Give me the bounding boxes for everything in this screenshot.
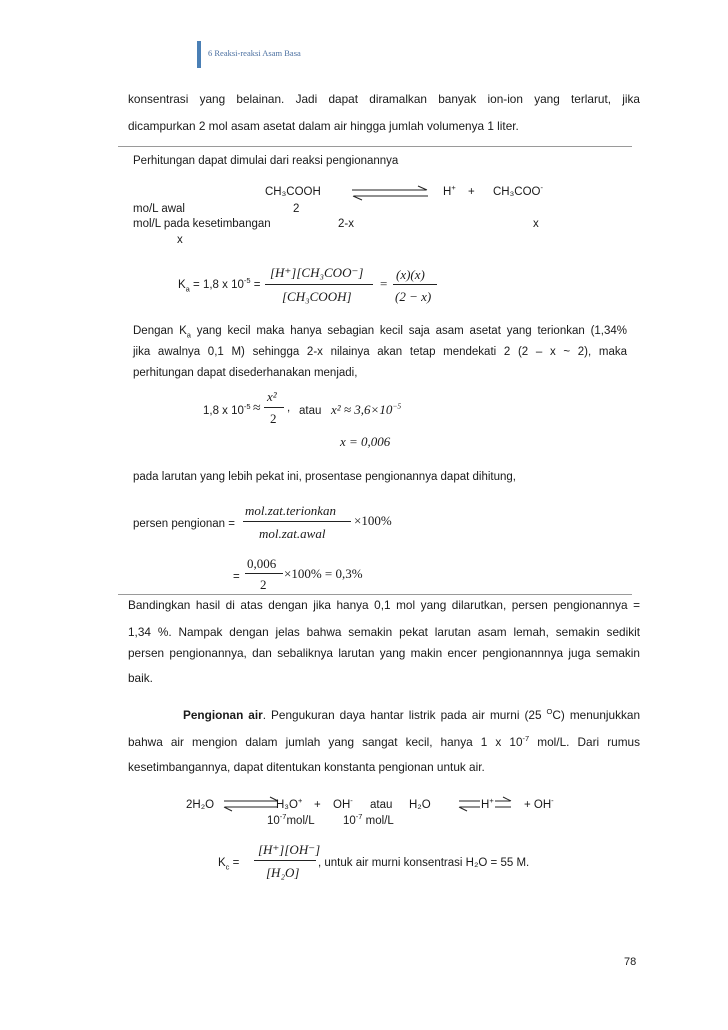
water-equilibrium-arrow-icon: [222, 797, 280, 811]
chapter-header: 6 Reaksi-reaksi Asam Basa: [208, 48, 301, 58]
approx-atau: atau: [299, 405, 322, 417]
water-eq-oh: OH-: [333, 796, 353, 811]
ka-denominator: [CH₃COOH]: [282, 289, 352, 304]
kc-label: $K_c$ =: [218, 857, 240, 872]
percent-eq: =: [233, 571, 240, 583]
approx-fraction-bar: [264, 407, 284, 408]
water-conc-2: $10^{-7}$ mol/L: [343, 812, 394, 827]
approx-rhs: $x^2 \approx 3,6\times 10^{-5}$: [331, 401, 402, 417]
approx-comma: ,: [287, 402, 291, 414]
water-eq-h-plus: H+: [481, 796, 494, 811]
ka-denominator-2: (2 − x): [395, 289, 432, 304]
water-eq-h3o: H₃O+: [276, 796, 303, 811]
percent-label: persen pengionan =: [133, 518, 235, 530]
approx-symbol: ≈: [253, 401, 261, 416]
approx-lhs: 1,8 x $10^{-5}$: [203, 402, 251, 417]
box-para-line-1: Dengan $K_a$ yang kecil maka hanya sebagian kecil saja asam asetat yang terionkan (1,34%: [133, 325, 628, 340]
product-ch3coo-minus: CH₃COO-: [493, 183, 543, 198]
kc-note: , untuk air murni konsentrasi H₂O = 55 M.: [318, 857, 530, 869]
reactant-ch3cooh: CH₃COOH: [265, 186, 321, 198]
water-line-1: Pengionan air. Pengukuran daya hantar listrik pada air murni (25 $^O$C) menunjukkan: [183, 707, 641, 722]
ka-numerator: [H⁺][CH₃COO⁻]: [270, 265, 364, 280]
water-conc-1: $10^{-7}mol/L$: [267, 812, 315, 827]
kc-denominator: [H₂O]: [266, 865, 300, 880]
conclusion-line-4: baik.: [128, 671, 153, 685]
box-top-rule: [118, 146, 632, 147]
product-h-plus: H+: [443, 183, 456, 198]
row-eq-value: 2-x: [338, 218, 354, 230]
water-eq-oh-2: + OH-: [524, 796, 554, 811]
box-para-line-3: perhitungan dapat disederhanakan menjadi,: [133, 367, 358, 379]
ka-label: $K_a = 1,8$ x $10^{-5}$ =: [178, 276, 261, 294]
equilibrium-arrow-icon: [350, 186, 430, 200]
water-line-3: kesetimbangannya, dapat ditentukan konstanta pengionan untuk air.: [128, 760, 485, 774]
percent-denominator-2: 2: [260, 577, 267, 592]
row-initial-label: mo/L awal: [133, 203, 185, 215]
intro-line-2: dicampurkan 2 mol asam asetat dalam air hingga jumlah volumenya 1 liter.: [128, 119, 519, 133]
percent-result: ×100% = 0,3%: [284, 566, 363, 581]
percent-denominator: mol.zat.awal: [259, 526, 326, 541]
conclusion-line-2: 1,34 %. Nampak dengan jelas bahwa semakin pekat larutan asam lemah, semakin sedikit: [128, 625, 640, 639]
ka-fraction-bar: [265, 284, 373, 285]
conclusion-line-3: persen pengionannya, dan sebaliknya larutan yang makin encer pengionannnya juga semakin: [128, 646, 640, 660]
row-eq-x: x: [533, 218, 539, 230]
percent-numerator: mol.zat.terionkan: [245, 503, 336, 518]
percent-times: ×100%: [354, 513, 392, 528]
header-accent-bar: [197, 41, 201, 68]
percent-fraction-bar: [243, 521, 351, 522]
kc-fraction-bar: [254, 860, 316, 861]
row-initial-value: 2: [293, 203, 300, 215]
box-bottom-rule: [118, 594, 632, 595]
conclusion-line-1: Bandingkan hasil di atas dengan jika hanya 0,1 mol yang dilarutkan, persen pengionannya =: [128, 598, 640, 612]
page-number: 78: [624, 956, 637, 968]
water-eq-atau: atau: [370, 799, 393, 811]
row-eq-label: mol/L pada kesetimbangan: [133, 218, 271, 230]
water-line-2: bahwa air mengion dalam jumlah yang sangat kecil, hanya 1 x $10^{-7}$ mol/L. Dari rumus: [128, 734, 640, 749]
approx-numerator: x²: [267, 389, 277, 404]
intro-line-1: konsentrasi yang belainan. Jadi dapat diramalkan banyak ion-ion yang terlarut, jika: [128, 92, 640, 106]
ka-numerator-2: (x)(x): [396, 267, 425, 282]
approx-result: x = 0,006: [340, 434, 391, 449]
calc-start-text: Perhitungan dapat dimulai dari reaksi pengionannya: [133, 155, 399, 167]
kc-numerator: [H⁺][OH⁻]: [258, 842, 321, 857]
water-eq-lhs-2: H₂O: [409, 799, 431, 811]
box-para-line-2: jika awalnya 0,1 M) sehingga 2-x nilainya akan tetap mendekati 2 (2 – x ~ 2), maka: [133, 346, 627, 358]
water-eq-lhs: 2H₂O: [186, 799, 215, 811]
approx-denominator: 2: [270, 411, 277, 426]
reaction-plus: +: [468, 186, 475, 198]
percent-numerator-2: 0,006: [247, 556, 277, 571]
water-eq-plus: +: [314, 799, 321, 811]
ka-equals-2: =: [380, 276, 388, 291]
box-para-2: pada larutan yang lebih pekat ini, prosentase pengionannya dapat dihitung,: [133, 471, 516, 483]
percent-fraction-bar-2: [245, 573, 283, 574]
row-eq-x-cont: x: [177, 234, 183, 246]
ka-fraction-bar-2: [393, 284, 437, 285]
